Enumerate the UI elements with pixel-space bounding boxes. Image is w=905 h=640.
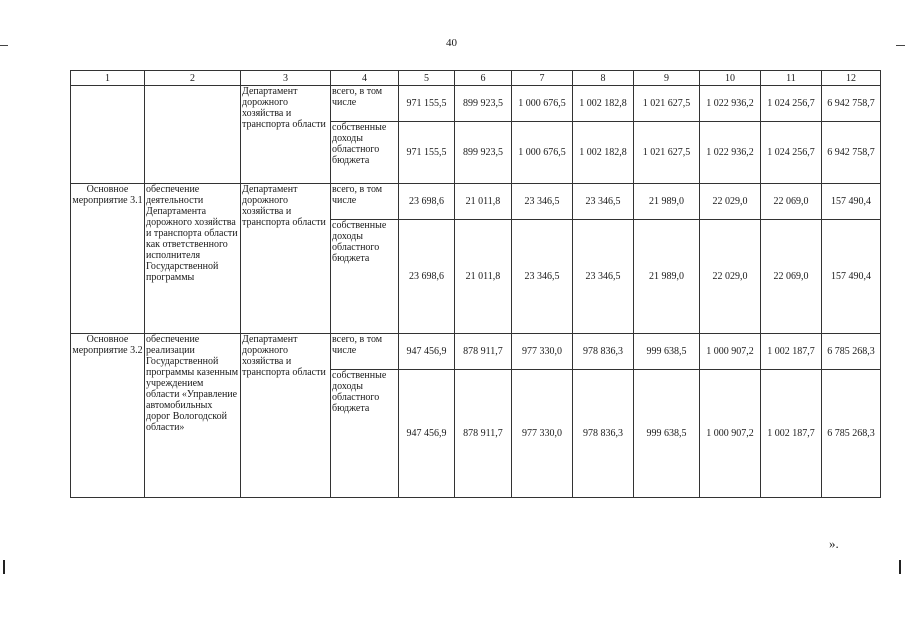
- value-cell: 899 923,5: [455, 86, 512, 122]
- measure-name-cell: Основное мероприятие 3.2: [71, 334, 145, 498]
- value-cell: 21 989,0: [634, 220, 700, 334]
- value-cell: 6 942 758,7: [822, 122, 881, 184]
- table-row: [71, 86, 881, 122]
- col-header: 12: [822, 71, 881, 86]
- value-cell: 947 456,9: [399, 370, 455, 498]
- value-cell: 1 024 256,7: [761, 86, 822, 122]
- table-row: [71, 184, 881, 220]
- value-cell: 22 069,0: [761, 184, 822, 220]
- measure-name-cell: [71, 86, 145, 184]
- value-cell: 22 029,0: [700, 220, 761, 334]
- value-cell: 6 785 268,3: [822, 334, 881, 370]
- value-cell: 1 002 182,8: [573, 122, 634, 184]
- right-margin-mark: [899, 560, 901, 574]
- value-cell: 23 346,5: [573, 220, 634, 334]
- value-cell: 22 029,0: [700, 184, 761, 220]
- value-cell: 6 785 268,3: [822, 370, 881, 498]
- closing-quote-mark: ».: [829, 536, 839, 551]
- col-header: 8: [573, 71, 634, 86]
- value-cell: 21 989,0: [634, 184, 700, 220]
- value-cell: 977 330,0: [512, 370, 573, 498]
- value-cell: 157 490,4: [822, 220, 881, 334]
- value-cell: 23 346,5: [512, 184, 573, 220]
- department-cell: Департамент дорожного хозяйства и транспорта области: [241, 86, 331, 184]
- value-cell: 978 836,3: [573, 370, 634, 498]
- header-row: [71, 71, 881, 86]
- value-cell: 977 330,0: [512, 334, 573, 370]
- col-header: 10: [700, 71, 761, 86]
- budget-table: [70, 70, 881, 498]
- source-own-label: собственные доходы областного бюджета: [331, 370, 399, 498]
- right-edge-dash: [896, 45, 905, 46]
- source-own-label: собственные доходы областного бюджета: [331, 220, 399, 334]
- col-header: 11: [761, 71, 822, 86]
- page-number: 40: [446, 37, 457, 49]
- col-header: 4: [331, 71, 399, 86]
- value-cell: 1 000 676,5: [512, 86, 573, 122]
- source-own-label: собственные доходы областного бюджета: [331, 122, 399, 184]
- col-header: 9: [634, 71, 700, 86]
- value-cell: 878 911,7: [455, 370, 512, 498]
- value-cell: 899 923,5: [455, 122, 512, 184]
- value-cell: 971 155,5: [399, 86, 455, 122]
- col-header: 3: [241, 71, 331, 86]
- value-cell: 21 011,8: [455, 184, 512, 220]
- value-cell: 1 000 907,2: [700, 334, 761, 370]
- value-cell: 999 638,5: [634, 370, 700, 498]
- value-cell: 1 002 187,7: [761, 370, 822, 498]
- value-cell: 947 456,9: [399, 334, 455, 370]
- source-total-label: всего, в том числе: [331, 184, 399, 220]
- left-edge-dash: [0, 45, 8, 46]
- value-cell: 971 155,5: [399, 122, 455, 184]
- value-cell: 23 698,6: [399, 184, 455, 220]
- value-cell: 1 022 936,2: [700, 86, 761, 122]
- measure-name-cell: Основное мероприятие 3.1: [71, 184, 145, 334]
- col-header: 6: [455, 71, 512, 86]
- value-cell: 23 698,6: [399, 220, 455, 334]
- measure-description-cell: обеспечение деятельности Департамента дорожного хозяйства и транспорта области как ответственного исполнителя Государственной программы: [145, 184, 241, 334]
- measure-description-cell: обеспечение реализации Государственной программы казенным учреждением области «Управление автомобильных дорог Вологодской области»: [145, 334, 241, 498]
- col-header: 7: [512, 71, 573, 86]
- value-cell: 1 002 187,7: [761, 334, 822, 370]
- value-cell: 23 346,5: [512, 220, 573, 334]
- col-header: 1: [71, 71, 145, 86]
- value-cell: 157 490,4: [822, 184, 881, 220]
- department-cell: Департамент дорожного хозяйства и транспорта области: [241, 334, 331, 498]
- value-cell: 1 021 627,5: [634, 86, 700, 122]
- source-total-label: всего, в том числе: [331, 334, 399, 370]
- value-cell: 1 002 182,8: [573, 86, 634, 122]
- value-cell: 23 346,5: [573, 184, 634, 220]
- source-total-label: всего, в том числе: [331, 86, 399, 122]
- col-header: 5: [399, 71, 455, 86]
- value-cell: 21 011,8: [455, 220, 512, 334]
- table-row: [71, 334, 881, 370]
- value-cell: 22 069,0: [761, 220, 822, 334]
- value-cell: 6 942 758,7: [822, 86, 881, 122]
- value-cell: 1 022 936,2: [700, 122, 761, 184]
- value-cell: 1 021 627,5: [634, 122, 700, 184]
- left-margin-mark: [3, 560, 5, 574]
- measure-description-cell: [145, 86, 241, 184]
- value-cell: 1 000 907,2: [700, 370, 761, 498]
- value-cell: 1 000 676,5: [512, 122, 573, 184]
- value-cell: 978 836,3: [573, 334, 634, 370]
- value-cell: 1 024 256,7: [761, 122, 822, 184]
- col-header: 2: [145, 71, 241, 86]
- department-cell: Департамент дорожного хозяйства и транспорта области: [241, 184, 331, 334]
- value-cell: 878 911,7: [455, 334, 512, 370]
- value-cell: 999 638,5: [634, 334, 700, 370]
